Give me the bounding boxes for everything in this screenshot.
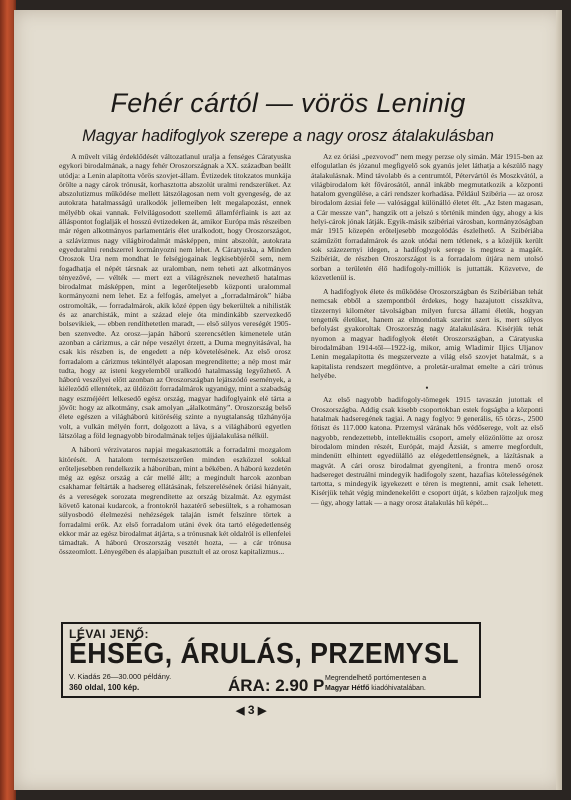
left-paragraph-1: A művelt világ érdeklődését változatlanul uralja a fenséges Cáratyuska egykori birodalmának, a nagy fehér Oroszországnak a XX. században beállt utódja: a Lenin alapította vörös szovjet-állam. Évtizedek titokzatos munkája örölte a nagy cárok trónusát, korhasztotta abszolút uralmi rendszerüket. Az abszolutizmus működése mellett látszólagosan nem volt gyengeség, de az autokrata hatalmasságú uralkodók jellemeiben lelt megalapozást, ennek mélyébb okai vannak. Felvilágosodott szellemű államférfiaink is azt az álláspontot foglalják el hosszú évtizedeken át, amikor Európa más részeiben már régen alkotmányos parlamentáris élet uralkodott, hogy Oroszországot, a szlávizmus nagy világbirodalmát másképpen, mint abszolút, autokrata egyeduralmi rendszerrel kormányozni nem lehet. A Cáratyuska, a Minden Oroszok Ura nem mondhat le felségjogainak legkisebbjéről sem, nem fogadhatja el népét társnak az uralomban, nem teheti azt alkotmányos tényezővé, — vélték — mert ezt a világrésznek nevezhető hatalmas birodalmat másképpen, mint a legerőteljesebb központi uralommal kormányozni nem lehet. Ez a felfogás, amelyet a „forradalmárok” hiába ostromolták, — forradalmárok, akik közé éppen úgy bekerültek a nihilisták és az anarchisták, mint a század eleje óta mindinkább szervezkedő bolsevikiek, — ebben rendíthetetlen maradt, — első súlyos vereségét 1905-ben szenvedte. Az orosz—japán háború szerencsétlen kimenetele után azonban a cárizmus, a cár népe veszélyt érzett, a Duma megnyitásával, ha csak kis részben is, de engedett a nép követelésének. Az első orosz forradalom a cárizmus tekintélyét alaposan megrendítette; a nép most már tudta, hogy az isteni kegyelemből uralkodó hatalmasság legyőzhető. A háború veszélyei előtt azonban az Oroszországban lejátszódó események, a kiéleződő ellentétek, az üldözött forradalmárok ugyanúgy, mint a szabadság nagy eszméjéért lelkesedő egész ország, magyar hadifoglyaink elé tárta a jövőt: hogy az alkotmány, csak amolyan „álalkotmány”. Oroszország belső élete egészen a világháború kitöréséig szinte a nyugtalanság tűzhányója volt, a vulkán mélyén forrt, dolgozott a láva, s a világháború egyetlen látszólag a föld legnagyobb birodalmának teljes újjáalakulása nélkül. — [59, 152, 291, 440]
right-paragraph-1: Az ez óriási „pezvovod” nem megy perzse oly simán. Már 1915-ben az elfogulatlan és józanul megfigyelő sok gyanús jelet láthatja a készülő nagy átalakulásnak. Mind távolabb és a centrumtól, Pétervártól és Moszkvától, a világbirodalom két fővárosától, annál inkább megmutatkozik a központi hatalom gyengülése, a cári rendszer korhadása. Például Szibéria — az orosz birodalom ázsiai fele — valósággal különálló életet élt. „Az Isten magasan, a Cár messze van”, hangzik ott a jelszó s történik minden úgy, ahogy a kis helyi-cárok jónak látják. Egyik-másik szibériai városban, kormányzóságban már 1915 közepén erőteljesebb mozgolódás észlelhető. A Szibériába száműzött forradalmárok és azok utódai nem tétlenek, s a közéjük került sok százezernyi idegen, a hadifoglyok serege is megtesz a magáét. Szibériát, de részben Oroszországot is a forradalom útjára nem utolsó sorban a területén élő hadifogoly-milliók is juttatták. Közvetve, de közvetlenül is. — [311, 152, 543, 282]
article-subtitle: Magyar hadifoglyok szerepe a nagy orosz átalakulásban — [82, 127, 494, 145]
ad-pages: 360 oldal, 100 kép. — [69, 683, 140, 692]
ad-price: ÁRA: 2.90 P — [228, 676, 325, 695]
right-paragraph-3: Az első nagyobb hadifogoly-tömegek 1915 tavaszán jutottak el Oroszországba. Addig csak kisebb csoportokban estek fogságba a központi hatalmak hadseregének tagjai. A nagy foglyo: 9 generális, 65 törzs-, 2500 főtiszt és 117.000 katona. Przemysl várának hős védőserege, volt az első nagyobb, rendezettebb, intellektuális csoport, amely elözönlötte az orosz birodalom minden részét, Európát, majd Ázsiát, s amerre megfordult, mindenütt elhintett egyedülálló az elégedettlenségnek, a lázításnak a magvát. A cári orosz birodalmat gyengíteni, a frontra menő orosz hadsereget destruálni mindegyik hadifogoly szent, hazafias kötelességének tartotta, s mindegyik igyekezett e téren is megtenni, amit csak lehetett. Kisérjük tehát végig mindenekelőtt e csoport útját, s közben rajzoljuk meg — úgy, ahogy lattak — a nagy orosz átalakulás hű képét... — [311, 395, 543, 507]
ad-order-line2: kiadóhivatalában. — [371, 685, 426, 692]
page-number: 3 — [247, 703, 255, 717]
ad-publisher: Magyar Hétfő — [325, 685, 370, 692]
book-advertisement — [61, 622, 481, 698]
left-column — [59, 152, 291, 557]
ad-edition: V. Kiadás 26—30.000 példány. — [69, 672, 172, 681]
left-paragraph-2: A háború vérzivataros napjai megakasztották a forradalmi mozgalom kitörését. A hatalom természetszerűen minden eszközzel sokkal erőteljesebben rendelkezik a háborúban, mint a békében. A háború kezdetén még az egész ország a cár mellé állt; a megindult harcok azonban csakhamar feltárták a hadsereg ellátásának, felszerelésének óriási hiányait, és a vereségek sorozata megrendítette az ország bizalmát. Az egymást követő katonai kudarcok, a frontokról hazatérő sebesültek, s a rohamosan súlyosbodó élelmezési nehézségek talaján ismét felszínre törtek a forradalmi erők. Az első forradalom utáni évek óta tartó elégedetlenség ekkor már az egész birodalmat átjárta, s a trónusnak két oldalról is ellenfelei támadtak. A háború Oroszország vesztét hozta, — a cár trónusa összeomlott. Lényegében és alapjaiban pusztult el az orosz kapitalizmus... — [59, 445, 291, 557]
ad-order-line1: Megrendelhető portómentesen a — [325, 675, 427, 682]
arrow-right-icon: ▶ — [257, 705, 267, 717]
right-paragraph-2: A hadifoglyok élete és működése Oroszországban és Szibériában tehát nemcsak ebből a szempontból érdekes, hogy hazajutott cisszkítva, tízezernyi kilométer távolságban milyen furcsa állami életük, hogyan tengették életüket, hanem az elmondottak szerint szert is, mert súlyos befolyást gyakoroltak Oroszország nagy átalakulására. Kisérjük tehát nyomon a magyar hadifoglyok életét Oroszországban, a Cáratyuska birodalmában 1914-től—1922-ig, mikor, amig Wladimir Iljics Uljanov Lenin megalapította és megszervezte a világ első szovjet hatalmát, s a kapitalista rendszert megdöntve, a proletár-uralmat emelte a cári trónus helyébe. — [311, 287, 543, 380]
right-column — [311, 152, 543, 507]
ad-book-title: ÉHSÉG, ÁRULÁS, PRZEMYSL — [69, 638, 460, 670]
section-separator: • — [425, 383, 429, 394]
page-number-marker — [236, 703, 266, 717]
arrow-left-icon: ◀ — [236, 705, 245, 717]
ad-author: LÉVAI JENŐ: — [69, 627, 149, 641]
magazine-page — [14, 10, 562, 790]
article-title: Fehér cártól — vörös Leninig — [110, 88, 466, 118]
ad-order-info — [325, 674, 481, 694]
